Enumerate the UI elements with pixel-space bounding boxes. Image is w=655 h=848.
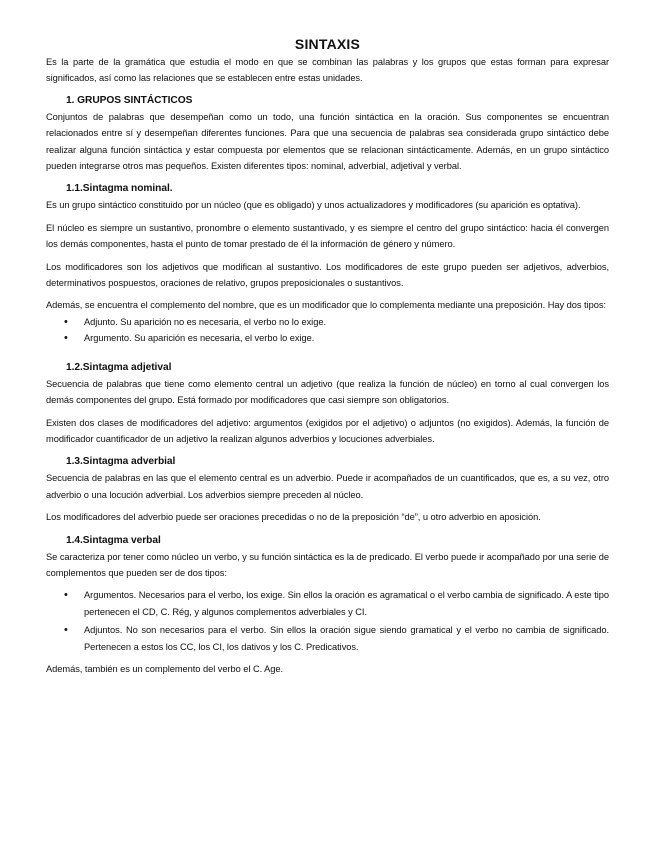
document-title: SINTAXIS [294, 36, 361, 52]
list-item: • Adjuntos. No son necesarios para el verbo. Sin ellos la oración sigue siendo gramatical y el verbo no cambia de significado. Pertenecen a estos los CC, los CI, los dativos y los C. Predicativos. [84, 622, 609, 655]
section-paragraph: Conjuntos de palabras que desempeñan como un todo, una función sintáctica en la oración. Sus componentes se encuentran relacionados entre sí y desempeñan diferentes funciones. Para que una secuencia de palabras sea considerada grupo sintáctico debe realizar alguna función sintáctica y estar compuesta por elementos que se relacionan sintácticamente. Además, en un grupo sintáctico pueden integrarse otros mas pequeños. Existen diferentes tipos: nominal, adverbial, adjetival y verbal. [46, 111, 609, 172]
subsection-heading-sintagma-verbal: 1.4.Sintagma verbal [66, 534, 161, 546]
verbal-paragraph-2: Además, también es un complemento del verbo el C. Age. [46, 663, 284, 674]
nominal-paragraph-3: Los modificadores son los adjetivos que modifican al sustantivo. Los modificadores de este grupo pueden ser adjetivos, adverbios, determinativos pospuestos, oraciones de relativo, grupos preposicionales o sustantivos. [46, 261, 609, 289]
list-item: • Argumento. Su aparición es necesaria, el verbo lo exige. [84, 330, 609, 346]
list-item: • Argumentos. Necesarios para el verbo, los exige. Sin ellos la oración es agramatical o el verbo cambia de significado. A este tipo pertenecen el CD, C. Rég, y algunos complementos adverbiales y CI. [84, 587, 609, 620]
intro-paragraph: Es la parte de la gramática que estudia el modo en que se combinan las palabras y los grupos que estas forman para expresar significados, así como las relaciones que se establecen entre estas unidades. [46, 57, 609, 84]
nominal-bullet-list [46, 314, 609, 347]
adverbial-paragraph-1: Secuencia de palabras en las que el elemento central es un adverbio. Puede ir acompañados de un cuantificados, que es, a su vez, otro adverbio o una locución adverbial. Los adverbios siempre preceden al núcleo. [46, 473, 609, 500]
subsection-heading-sintagma-adverbial: 1.3.Sintagma adverbial [66, 456, 176, 468]
adverbial-paragraph-2: Los modificadores del adverbio puede ser oraciones precedidas o no de la preposición “de”, u otro adverbio en aposición. [46, 512, 541, 523]
nominal-paragraph-1: Es un grupo sintáctico constituido por un núcleo (que es obligado) y unos actualizadores y modificadores (su aparición es optativa). [46, 200, 581, 211]
subsection-heading-sintagma-adjetival: 1.2.Sintagma adjetival [66, 361, 172, 373]
section-heading-grupos-sintacticos: 1. GRUPOS SINTÁCTICOS [66, 94, 193, 106]
list-item: • Adjunto. Su aparición no es necesaria, el verbo no lo exige. [84, 314, 609, 330]
verbal-paragraph-1: Se caracteriza por tener como núcleo un verbo, y su función sintáctica es la de predicado. El verbo puede ir acompañado por una serie de complementos que pueden ser de dos tipos: [46, 551, 609, 578]
subsection-heading-sintagma-nominal: 1.1.Sintagma nominal. [66, 183, 173, 195]
nominal-paragraph-2: El núcleo es siempre un sustantivo, pronombre o elemento sustantivado, y es siempre el centro del grupo sintáctico: hacia él convergen los demás componentes, hasta el punto de tomar prestado de él la información de género y número. [46, 222, 609, 250]
verbal-bullet-list [46, 587, 609, 655]
nominal-paragraph-4: Además, se encuentra el complemento del nombre, que es un modificador que lo complementa mediante una preposición. Hay dos tipos: [46, 300, 606, 311]
adjetival-paragraph-2: Existen dos clases de modificadores del adjetivo: argumentos (exigidos por el adjetivo) o adjuntos (no exigidos). Además, la función de modificador cuantificador de un adjetivo la realizan algunos adverbios y locuciones adverbiales. [46, 417, 609, 444]
adjetival-paragraph-1: Secuencia de palabras que tiene como elemento central un adjetivo (que realiza la función de núcleo) en torno al cual convergen los demás componentes del grupo. Está formado por modificadores que casi siempre son obligatorios. [46, 378, 609, 406]
